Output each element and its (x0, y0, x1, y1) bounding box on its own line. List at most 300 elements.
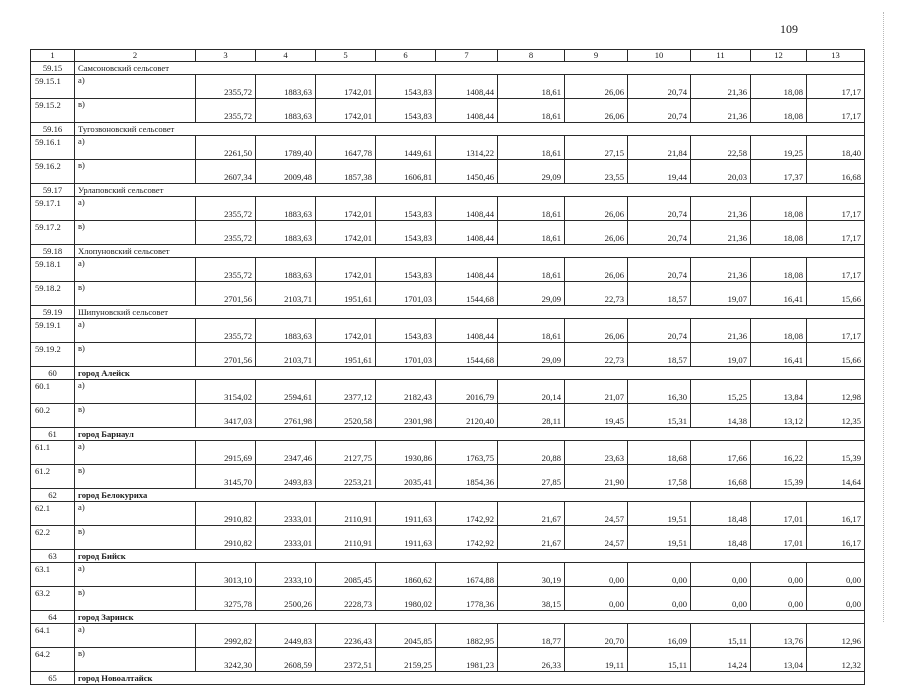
value-cell: 13,76 (751, 624, 807, 648)
row-code: 62.1 (31, 502, 75, 526)
value-cell: 2045,85 (376, 624, 436, 648)
value-cell: 1543,83 (376, 258, 436, 282)
value-cell: 19,25 (751, 136, 807, 160)
value-cell: 20,70 (565, 624, 628, 648)
row-label: а) (75, 563, 196, 587)
value-cell: 18,68 (628, 441, 691, 465)
value-cell: 1981,23 (436, 648, 498, 672)
section-row (31, 184, 865, 197)
row-code: 59.16.1 (31, 136, 75, 160)
row-label: а) (75, 319, 196, 343)
row-code: 60.1 (31, 380, 75, 404)
value-cell: 27,15 (565, 136, 628, 160)
value-cell: 2103,71 (256, 343, 316, 367)
row-code: 59.18.2 (31, 282, 75, 306)
row-label: а) (75, 441, 196, 465)
value-cell: 26,06 (565, 197, 628, 221)
value-cell: 2333,01 (256, 526, 316, 550)
data-row (31, 404, 865, 428)
column-number-header: 6 (376, 50, 436, 62)
value-cell: 2261,50 (196, 136, 256, 160)
row-code: 59.19.2 (31, 343, 75, 367)
value-cell: 0,00 (807, 587, 865, 611)
value-cell: 15,66 (807, 343, 865, 367)
row-label: а) (75, 380, 196, 404)
value-cell: 2016,79 (436, 380, 498, 404)
value-cell: 19,11 (565, 648, 628, 672)
value-cell: 0,00 (751, 587, 807, 611)
value-cell: 0,00 (628, 587, 691, 611)
row-label: а) (75, 624, 196, 648)
value-cell: 2159,25 (376, 648, 436, 672)
value-cell: 2608,59 (256, 648, 316, 672)
row-code: 59.17.1 (31, 197, 75, 221)
section-name: город Заринск (75, 611, 865, 624)
value-cell: 29,09 (498, 282, 565, 306)
value-cell: 1408,44 (436, 75, 498, 99)
row-label: а) (75, 502, 196, 526)
column-number-header: 13 (807, 50, 865, 62)
value-cell: 1449,61 (376, 136, 436, 160)
section-code: 59.15 (31, 62, 75, 75)
value-cell: 21,36 (691, 99, 751, 123)
value-cell: 0,00 (565, 563, 628, 587)
value-cell: 1674,88 (436, 563, 498, 587)
section-row (31, 306, 865, 319)
value-cell: 15,66 (807, 282, 865, 306)
value-cell: 19,07 (691, 282, 751, 306)
value-cell: 2761,98 (256, 404, 316, 428)
data-row (31, 441, 865, 465)
value-cell: 2355,72 (196, 319, 256, 343)
section-row (31, 123, 865, 136)
data-row (31, 502, 865, 526)
value-cell: 13,84 (751, 380, 807, 404)
section-name: Шипуновский сельсовет (75, 306, 865, 319)
row-label: а) (75, 75, 196, 99)
row-label: а) (75, 197, 196, 221)
section-code: 59.16 (31, 123, 75, 136)
value-cell: 0,00 (751, 563, 807, 587)
row-code: 63.2 (31, 587, 75, 611)
value-cell: 2701,56 (196, 343, 256, 367)
column-number-header: 3 (196, 50, 256, 62)
section-code: 64 (31, 611, 75, 624)
value-cell: 16,41 (751, 343, 807, 367)
value-cell: 2355,72 (196, 258, 256, 282)
value-cell: 30,19 (498, 563, 565, 587)
value-cell: 2500,26 (256, 587, 316, 611)
value-cell: 24,57 (565, 526, 628, 550)
value-cell: 0,00 (628, 563, 691, 587)
value-cell: 24,57 (565, 502, 628, 526)
section-name: город Белокуриха (75, 489, 865, 502)
value-cell: 2253,21 (316, 465, 376, 489)
section-name: Урлаповский сельсовет (75, 184, 865, 197)
value-cell: 23,55 (565, 160, 628, 184)
section-name: город Алейск (75, 367, 865, 380)
value-cell: 2594,61 (256, 380, 316, 404)
value-cell: 17,01 (751, 526, 807, 550)
section-code: 63 (31, 550, 75, 563)
value-cell: 2377,12 (316, 380, 376, 404)
section-name: Тугозвоновский сельсовет (75, 123, 865, 136)
value-cell: 18,08 (751, 258, 807, 282)
value-cell: 27,85 (498, 465, 565, 489)
value-cell: 1742,01 (316, 258, 376, 282)
value-cell: 2120,40 (436, 404, 498, 428)
value-cell: 3145,70 (196, 465, 256, 489)
value-cell: 2355,72 (196, 221, 256, 245)
section-code: 62 (31, 489, 75, 502)
value-cell: 1883,63 (256, 197, 316, 221)
value-cell: 1742,01 (316, 75, 376, 99)
value-cell: 2992,82 (196, 624, 256, 648)
column-number-header: 12 (751, 50, 807, 62)
row-label: в) (75, 526, 196, 550)
value-cell: 1408,44 (436, 197, 498, 221)
value-cell: 2333,10 (256, 563, 316, 587)
column-number-header: 7 (436, 50, 498, 62)
row-label: в) (75, 465, 196, 489)
value-cell: 12,32 (807, 648, 865, 672)
row-label: а) (75, 258, 196, 282)
value-cell: 15,31 (628, 404, 691, 428)
page-edge-rule (883, 12, 884, 622)
value-cell: 18,77 (498, 624, 565, 648)
data-row (31, 624, 865, 648)
value-cell: 2103,71 (256, 282, 316, 306)
value-cell: 1854,36 (436, 465, 498, 489)
section-name: Самсоновский сельсовет (75, 62, 865, 75)
value-cell: 2110,91 (316, 526, 376, 550)
value-cell: 1911,63 (376, 502, 436, 526)
value-cell: 15,39 (807, 441, 865, 465)
row-code: 59.18.1 (31, 258, 75, 282)
value-cell: 17,17 (807, 319, 865, 343)
column-number-header: 1 (31, 50, 75, 62)
value-cell: 21,67 (498, 526, 565, 550)
value-cell: 1450,46 (436, 160, 498, 184)
value-cell: 21,36 (691, 258, 751, 282)
value-cell: 18,48 (691, 526, 751, 550)
value-cell: 16,30 (628, 380, 691, 404)
value-cell: 18,40 (807, 136, 865, 160)
value-cell: 1742,01 (316, 197, 376, 221)
row-label: в) (75, 404, 196, 428)
value-cell: 3242,30 (196, 648, 256, 672)
value-cell: 2915,69 (196, 441, 256, 465)
data-row (31, 136, 865, 160)
value-cell: 20,14 (498, 380, 565, 404)
value-cell: 16,17 (807, 526, 865, 550)
value-cell: 17,17 (807, 99, 865, 123)
value-cell: 21,36 (691, 197, 751, 221)
value-cell: 1883,63 (256, 319, 316, 343)
data-row (31, 526, 865, 550)
value-cell: 1763,75 (436, 441, 498, 465)
value-cell: 16,17 (807, 502, 865, 526)
value-cell: 20,74 (628, 319, 691, 343)
value-cell: 1951,61 (316, 282, 376, 306)
section-code: 59.17 (31, 184, 75, 197)
value-cell: 20,74 (628, 99, 691, 123)
value-cell: 18,61 (498, 99, 565, 123)
data-row (31, 343, 865, 367)
section-row (31, 611, 865, 624)
value-cell: 2910,82 (196, 502, 256, 526)
value-cell: 18,08 (751, 319, 807, 343)
value-cell: 1314,22 (436, 136, 498, 160)
table-body (31, 50, 865, 685)
value-cell: 18,48 (691, 502, 751, 526)
value-cell: 18,61 (498, 75, 565, 99)
value-cell: 21,36 (691, 221, 751, 245)
row-code: 59.17.2 (31, 221, 75, 245)
section-code: 65 (31, 672, 75, 685)
section-row (31, 62, 865, 75)
value-cell: 26,06 (565, 258, 628, 282)
value-cell: 1408,44 (436, 258, 498, 282)
value-cell: 1543,83 (376, 197, 436, 221)
value-cell: 1544,68 (436, 343, 498, 367)
value-cell: 2355,72 (196, 75, 256, 99)
value-cell: 26,06 (565, 75, 628, 99)
value-cell: 28,11 (498, 404, 565, 428)
value-cell: 26,06 (565, 221, 628, 245)
value-cell: 0,00 (691, 563, 751, 587)
value-cell: 2372,51 (316, 648, 376, 672)
column-number-header: 2 (75, 50, 196, 62)
value-cell: 1882,95 (436, 624, 498, 648)
column-number-header: 4 (256, 50, 316, 62)
value-cell: 1543,83 (376, 319, 436, 343)
value-cell: 2228,73 (316, 587, 376, 611)
data-row (31, 75, 865, 99)
value-cell: 1742,01 (316, 319, 376, 343)
value-cell: 1930,86 (376, 441, 436, 465)
section-row (31, 672, 865, 685)
value-cell: 1980,02 (376, 587, 436, 611)
value-cell: 1860,62 (376, 563, 436, 587)
data-row (31, 563, 865, 587)
value-cell: 1543,83 (376, 99, 436, 123)
row-code: 63.1 (31, 563, 75, 587)
value-cell: 14,38 (691, 404, 751, 428)
value-cell: 1883,63 (256, 221, 316, 245)
value-cell: 18,08 (751, 197, 807, 221)
data-row (31, 282, 865, 306)
value-cell: 2236,43 (316, 624, 376, 648)
value-cell: 12,96 (807, 624, 865, 648)
value-cell: 18,08 (751, 99, 807, 123)
value-cell: 20,74 (628, 197, 691, 221)
value-cell: 1742,92 (436, 526, 498, 550)
data-row (31, 99, 865, 123)
value-cell: 3013,10 (196, 563, 256, 587)
section-row (31, 489, 865, 502)
value-cell: 18,61 (498, 197, 565, 221)
value-cell: 17,58 (628, 465, 691, 489)
value-cell: 0,00 (807, 563, 865, 587)
value-cell: 2127,75 (316, 441, 376, 465)
row-label: в) (75, 160, 196, 184)
value-cell: 19,51 (628, 526, 691, 550)
value-cell: 22,73 (565, 343, 628, 367)
value-cell: 1647,78 (316, 136, 376, 160)
value-cell: 14,64 (807, 465, 865, 489)
data-row (31, 380, 865, 404)
section-row (31, 367, 865, 380)
value-cell: 18,61 (498, 319, 565, 343)
value-cell: 1778,36 (436, 587, 498, 611)
value-cell: 29,09 (498, 343, 565, 367)
value-cell: 3275,78 (196, 587, 256, 611)
section-code: 59.18 (31, 245, 75, 258)
value-cell: 2035,41 (376, 465, 436, 489)
value-cell: 1883,63 (256, 258, 316, 282)
value-cell: 2347,46 (256, 441, 316, 465)
value-cell: 16,41 (751, 282, 807, 306)
row-code: 62.2 (31, 526, 75, 550)
value-cell: 15,25 (691, 380, 751, 404)
value-cell: 19,07 (691, 343, 751, 367)
value-cell: 38,15 (498, 587, 565, 611)
value-cell: 20,03 (691, 160, 751, 184)
value-cell: 1742,92 (436, 502, 498, 526)
value-cell: 20,74 (628, 221, 691, 245)
value-cell: 17,17 (807, 221, 865, 245)
section-code: 60 (31, 367, 75, 380)
value-cell: 1742,01 (316, 221, 376, 245)
value-cell: 21,90 (565, 465, 628, 489)
row-label: в) (75, 282, 196, 306)
value-cell: 1543,83 (376, 75, 436, 99)
value-cell: 15,39 (751, 465, 807, 489)
data-row (31, 160, 865, 184)
value-cell: 13,12 (751, 404, 807, 428)
value-cell: 2520,58 (316, 404, 376, 428)
value-cell: 2301,98 (376, 404, 436, 428)
section-name: город Барнаул (75, 428, 865, 441)
value-cell: 2449,83 (256, 624, 316, 648)
value-cell: 14,24 (691, 648, 751, 672)
value-cell: 1911,63 (376, 526, 436, 550)
column-number-header: 11 (691, 50, 751, 62)
value-cell: 1543,83 (376, 221, 436, 245)
data-row (31, 319, 865, 343)
row-code: 60.2 (31, 404, 75, 428)
value-cell: 20,74 (628, 258, 691, 282)
value-cell: 21,36 (691, 319, 751, 343)
value-cell: 1857,38 (316, 160, 376, 184)
section-name: город Новоалтайск (75, 672, 865, 685)
value-cell: 17,17 (807, 75, 865, 99)
row-label: в) (75, 221, 196, 245)
section-row (31, 428, 865, 441)
section-row (31, 550, 865, 563)
value-cell: 1883,63 (256, 99, 316, 123)
value-cell: 21,07 (565, 380, 628, 404)
value-cell: 1701,03 (376, 343, 436, 367)
value-cell: 21,36 (691, 75, 751, 99)
value-cell: 12,35 (807, 404, 865, 428)
row-code: 64.1 (31, 624, 75, 648)
tariff-table (30, 49, 865, 685)
value-cell: 18,08 (751, 75, 807, 99)
data-row (31, 587, 865, 611)
value-cell: 19,44 (628, 160, 691, 184)
value-cell: 2333,01 (256, 502, 316, 526)
value-cell: 18,61 (498, 136, 565, 160)
value-cell: 15,11 (691, 624, 751, 648)
column-number-header: 5 (316, 50, 376, 62)
value-cell: 1789,40 (256, 136, 316, 160)
value-cell: 1951,61 (316, 343, 376, 367)
column-number-header: 10 (628, 50, 691, 62)
column-number-header: 8 (498, 50, 565, 62)
data-row (31, 197, 865, 221)
row-label: в) (75, 99, 196, 123)
value-cell: 18,61 (498, 221, 565, 245)
data-row (31, 648, 865, 672)
section-code: 59.19 (31, 306, 75, 319)
value-cell: 2493,83 (256, 465, 316, 489)
value-cell: 1408,44 (436, 99, 498, 123)
value-cell: 22,73 (565, 282, 628, 306)
data-row (31, 258, 865, 282)
value-cell: 2009,48 (256, 160, 316, 184)
row-code: 59.15.1 (31, 75, 75, 99)
value-cell: 13,04 (751, 648, 807, 672)
value-cell: 3154,02 (196, 380, 256, 404)
section-name: Хлопуновский сельсовет (75, 245, 865, 258)
value-cell: 1408,44 (436, 221, 498, 245)
row-label: в) (75, 587, 196, 611)
column-number-header: 9 (565, 50, 628, 62)
value-cell: 1701,03 (376, 282, 436, 306)
row-code: 61.2 (31, 465, 75, 489)
value-cell: 18,61 (498, 258, 565, 282)
row-code: 59.19.1 (31, 319, 75, 343)
row-code: 59.15.2 (31, 99, 75, 123)
value-cell: 2110,91 (316, 502, 376, 526)
value-cell: 3417,03 (196, 404, 256, 428)
data-row (31, 221, 865, 245)
value-cell: 1408,44 (436, 319, 498, 343)
value-cell: 0,00 (565, 587, 628, 611)
value-cell: 16,68 (807, 160, 865, 184)
value-cell: 22,58 (691, 136, 751, 160)
value-cell: 2355,72 (196, 99, 256, 123)
value-cell: 17,17 (807, 197, 865, 221)
section-name: город Бийск (75, 550, 865, 563)
value-cell: 19,51 (628, 502, 691, 526)
value-cell: 2085,45 (316, 563, 376, 587)
page-number: 109 (780, 22, 798, 36)
value-cell: 2182,43 (376, 380, 436, 404)
value-cell: 16,68 (691, 465, 751, 489)
value-cell: 17,17 (807, 258, 865, 282)
value-cell: 16,22 (751, 441, 807, 465)
value-cell: 0,00 (691, 587, 751, 611)
value-cell: 17,01 (751, 502, 807, 526)
value-cell: 2607,34 (196, 160, 256, 184)
value-cell: 26,06 (565, 319, 628, 343)
column-number-row (31, 50, 865, 62)
value-cell: 16,09 (628, 624, 691, 648)
value-cell: 18,57 (628, 282, 691, 306)
